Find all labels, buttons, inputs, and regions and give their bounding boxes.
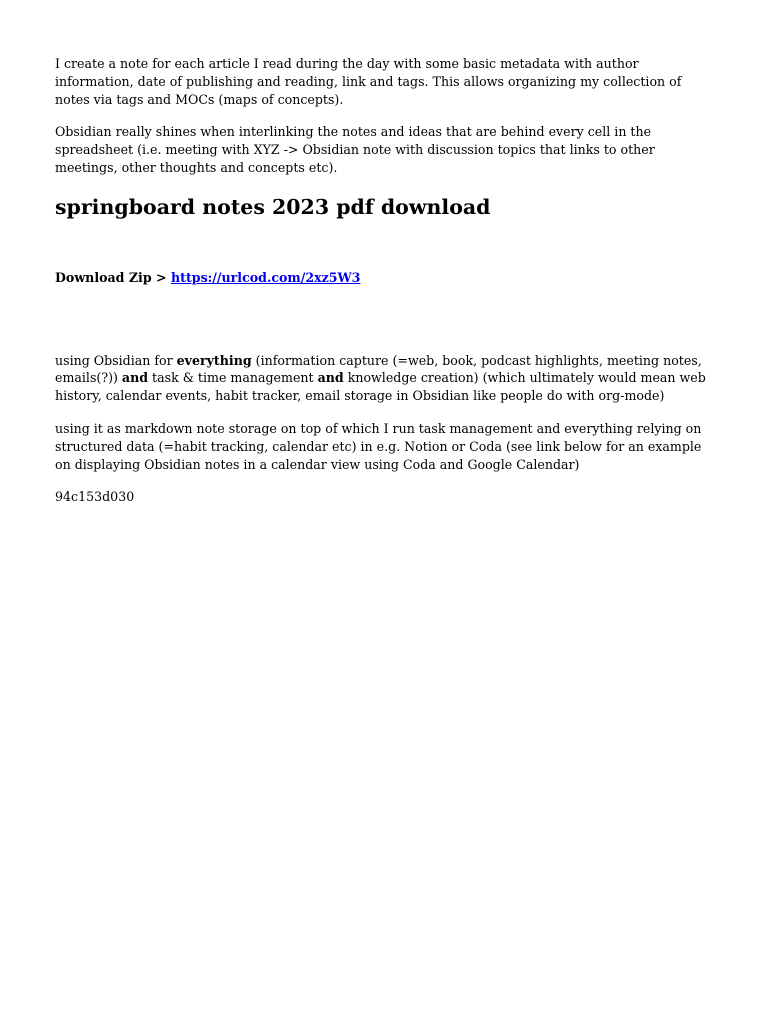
p3-text-1: using Obsidian for xyxy=(55,352,177,368)
p3-text-2: (information capture (=web, book, podcast highlights, meeting notes, emails(?)) xyxy=(55,352,702,386)
p3-bold-and-1: and xyxy=(121,370,149,386)
download-line xyxy=(55,269,720,287)
intro-paragraph-1: I create a note for each article I read during the day with some basic metadata with author information, date of publishing and reading, link and tags. This allows organizing my collection of notes via tags and MOCs (maps of concepts). xyxy=(55,56,682,107)
body-paragraph-obsidian-everything xyxy=(55,352,720,405)
intro-paragraph-2: Obsidian really shines when interlinking the notes and ideas that are behind every cell in the spreadsheet (i.e. meeting with XYZ -> Obsidian note with discussion topics that links to other meetings, other thoughts and concepts etc). xyxy=(55,124,655,175)
page-title: springboard notes 2023 pdf download xyxy=(55,194,491,219)
p3-bold-and-2: and xyxy=(317,370,344,386)
p3-text-3: task & time management xyxy=(148,370,318,386)
code-string: 94c153d030 xyxy=(55,489,135,505)
body-paragraph-markdown-storage: using it as markdown note storage on top of which I run task management and everything relying on structured data (=habit tracking, calendar etc) in e.g. Notion or Coda (see link below for an example on displaying Obsidian notes in a calendar view using Coda and Google Calendar) xyxy=(55,420,702,472)
p3-bold-everything: everything xyxy=(176,352,252,368)
document-page xyxy=(55,55,720,506)
download-link[interactable]: https://urlcod.com/2xz5W3 xyxy=(170,269,361,285)
p3-text-4: knowledge creation) (which ultimately would mean web history, calendar events, habit tracker, email storage in Obsidian like people do with org-mode) xyxy=(55,370,706,404)
download-label: Download Zip > xyxy=(55,269,171,285)
